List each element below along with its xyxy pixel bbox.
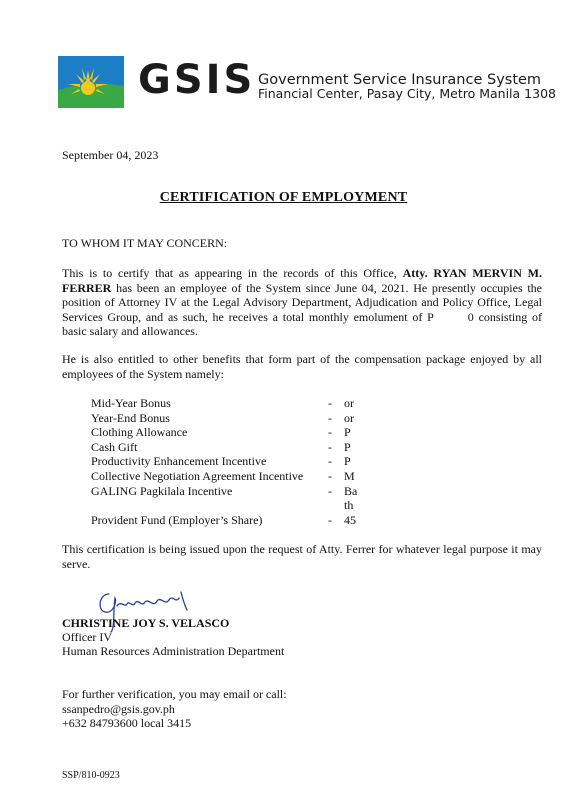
benefit-value: P	[344, 454, 351, 469]
benefit-dash: -	[328, 439, 332, 454]
reference-code: SSP/810-0923	[62, 770, 120, 781]
benefit-row	[91, 498, 361, 513]
benefit-row	[91, 513, 361, 528]
benefit-dash: -	[328, 454, 332, 469]
org-address: Financial Center, Pasay City, Metro Manila 1308	[258, 86, 556, 101]
benefit-row	[91, 411, 361, 426]
purpose-paragraph: This certification is being issued upon the request of Atty. Ferrer for whatever legal purpose it may serve.	[62, 542, 542, 571]
p1-body: has been an employee of the System since June 04, 2021. He presently occupies the position of Attorney IV at the Legal Advisory Department, Adjudication and Policy Office, Legal Services Group, and as such, he receives a total monthly emolument of P	[62, 280, 542, 324]
benefit-name: Cash Gift	[91, 439, 138, 454]
verification-phone: +632 84793600 local 3415	[62, 716, 192, 731]
benefit-value: or	[344, 410, 354, 425]
verification-block	[62, 687, 287, 731]
benefit-name: Clothing Allowance	[91, 425, 188, 440]
benefit-name: Mid-Year Bonus	[91, 396, 171, 410]
benefit-value: th	[344, 498, 354, 513]
p1-end: consisting of basic salary and allowances.	[62, 309, 543, 339]
benefit-value: P	[344, 439, 351, 454]
benefit-value: P	[344, 425, 351, 440]
benefit-name: Provident Fund (Employer’s Share)	[91, 512, 263, 527]
benefit-value: 45	[344, 512, 356, 527]
gsis-logo	[58, 56, 124, 108]
benefit-name: Productivity Enhancement Incentive	[91, 454, 267, 469]
benefit-row	[91, 484, 361, 499]
benefit-dash: -	[328, 410, 332, 425]
signatory-name: CHRISTINE JOY S. VELASCO	[62, 616, 230, 630]
benefit-value: M	[344, 468, 355, 483]
verification-email[interactable]: ssanpedro@gsis.gov.ph	[62, 701, 175, 716]
benefit-value: or	[344, 396, 354, 410]
benefit-dash: -	[328, 483, 332, 498]
benefit-dash: -	[328, 468, 332, 483]
letter-title: CERTIFICATION OF EMPLOYMENT	[159, 190, 408, 205]
employee-name: Atty. RYAN MERVIN M. FERRER	[62, 266, 543, 295]
benefit-name: Year-End Bonus	[91, 410, 170, 425]
benefit-row	[91, 396, 361, 411]
benefit-dash: -	[328, 396, 332, 410]
benefit-value: Ba	[344, 483, 358, 498]
benefit-row	[91, 440, 361, 455]
signatory-department: Human Resources Administration Department	[62, 644, 285, 658]
benefit-dash: -	[328, 512, 332, 527]
org-name: Government Service Insurance System	[258, 72, 542, 88]
benefit-dash: -	[328, 425, 332, 440]
benefits-list	[91, 396, 361, 527]
benefit-row	[91, 454, 361, 469]
p1-lead: This is to certify that as appearing in the records of this Office,	[62, 266, 397, 280]
letter-date: September 04, 2023	[62, 148, 159, 162]
benefit-name: GALING Pagkilala Incentive	[91, 483, 233, 498]
salutation: TO WHOM IT MAY CONCERN:	[62, 236, 228, 250]
certification-paragraph	[62, 266, 542, 339]
signatory-title: Officer IV	[62, 630, 113, 644]
benefit-row	[91, 425, 361, 440]
benefit-row	[91, 469, 361, 484]
verification-intro: For further verification, you may email or call:	[62, 687, 287, 701]
benefit-name: Collective Negotiation Agreement Incentive	[91, 468, 304, 483]
p1-amount-tail: 0	[467, 309, 474, 324]
benefits-intro: He is also entitled to other benefits that form part of the compensation package enjoyed by all employees of the System namely:	[62, 352, 542, 381]
gsis-wordmark: GSIS	[138, 57, 256, 103]
